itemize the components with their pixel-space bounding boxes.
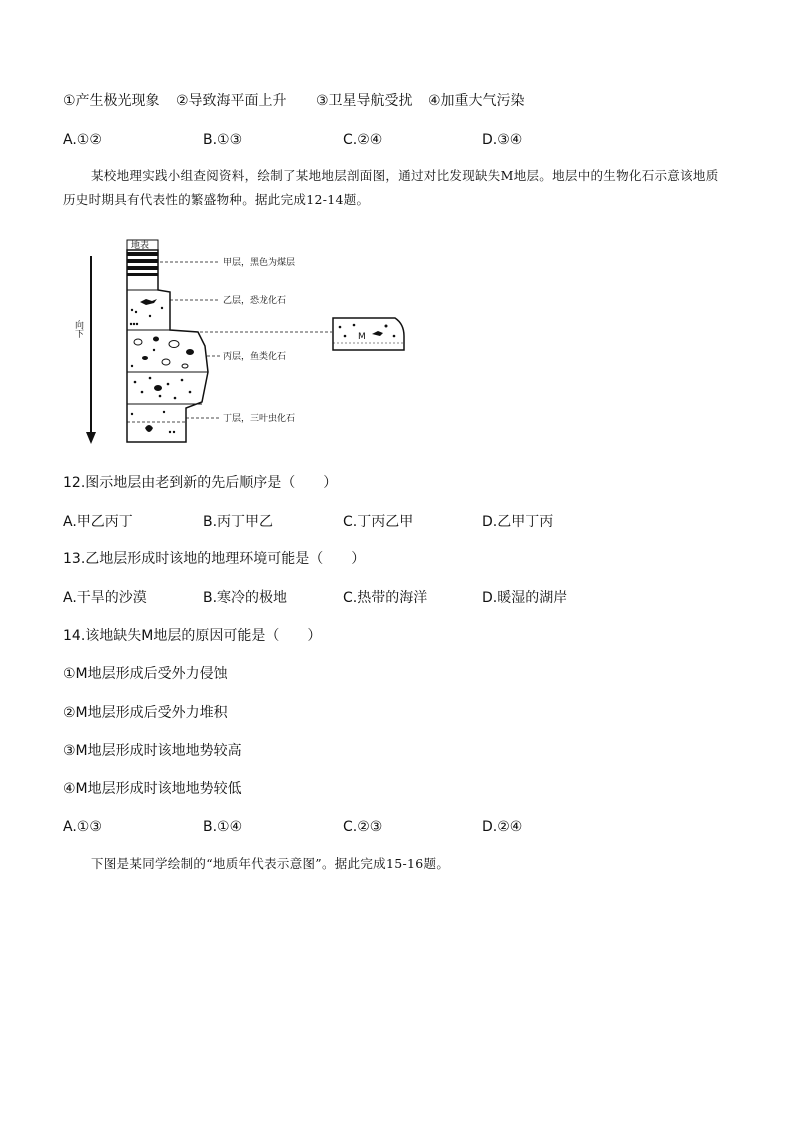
q12-choice-c[interactable]: C.丁丙乙甲 xyxy=(343,514,414,530)
down-arrow-head xyxy=(86,432,96,444)
q14-statement-4: ④M地层形成时该地地势较低 xyxy=(63,781,242,797)
q13-choice-b[interactable]: B.寒冷的极地 xyxy=(203,590,288,606)
layer-bing-label: 丙层，鱼类化石 xyxy=(223,352,287,362)
intro-paragraph-15-16: 下图是某同学绘制的“地质年代表示意图”。据此完成15-16题。 xyxy=(91,856,450,871)
q11-choice-a[interactable]: A.①② xyxy=(63,132,102,148)
layer-yi-label: 乙层，恐龙化石 xyxy=(223,296,287,306)
q14-stem: 14.该地缺失M地层的原因可能是（ ） xyxy=(63,628,322,644)
dinosaur-fossil-icon xyxy=(140,299,157,305)
q14-choice-b[interactable]: B.①④ xyxy=(203,819,243,835)
q14-choice-d[interactable]: D.②④ xyxy=(482,819,523,835)
coal-stripe xyxy=(127,252,158,256)
m-layer-label: M xyxy=(358,332,366,342)
q13-stem: 13.乙地层形成时该地的地理环境可能是（ ） xyxy=(63,551,366,567)
m-layer-box xyxy=(333,318,404,350)
q12-choice-a[interactable]: A.甲乙丙丁 xyxy=(63,514,133,530)
q13-choice-d[interactable]: D.暖湿的湖岸 xyxy=(482,590,568,606)
q11-choice-c[interactable]: C.②④ xyxy=(343,132,383,148)
q12-choice-d[interactable]: D.乙甲丁丙 xyxy=(482,514,554,530)
q14-statement-3: ③M地层形成时该地地势较高 xyxy=(63,743,242,759)
surface-label: 地表 xyxy=(131,241,150,251)
q11-statement-1: ①产生极光现象 xyxy=(63,93,160,109)
q11-statement-3: ③卫星导航受扰 xyxy=(316,93,413,109)
q14-choice-c[interactable]: C.②③ xyxy=(343,819,383,835)
q11-statement-2: ②导致海平面上升 xyxy=(176,93,287,109)
layer-jia-label: 甲层，黑色为煤层 xyxy=(223,258,296,268)
q14-choice-a[interactable]: A.①③ xyxy=(63,819,102,835)
strata-diagram xyxy=(70,232,430,452)
intro-paragraph-12-14: 某校地理实践小组查阅资料，绘制了某地地层剖面图，通过对比发现缺失M地层。地层中的生物化石示意该地质历史时期具有代表性的繁盛物种。据此完成12-14题。 xyxy=(63,168,719,207)
trilobite-fossil-icon xyxy=(145,425,153,432)
strata-column-outline xyxy=(127,250,208,442)
q12-choice-b[interactable]: B.丙丁甲乙 xyxy=(203,514,274,530)
q12-stem: 12.图示地层由老到新的先后顺序是（ ） xyxy=(63,475,338,491)
arrow-label-1: 向下 xyxy=(73,320,83,338)
q14-statement-2: ②M地层形成后受外力堆积 xyxy=(63,705,228,721)
layer-ding-label: 丁层，三叶虫化石 xyxy=(223,414,296,424)
q13-choice-a[interactable]: A.干旱的沙漠 xyxy=(63,590,147,606)
coal-stripe xyxy=(127,266,158,270)
q13-choice-c[interactable]: C.热带的海洋 xyxy=(343,590,428,606)
q11-choice-b[interactable]: B.①③ xyxy=(203,132,243,148)
coal-stripe xyxy=(127,259,158,263)
coal-stripe xyxy=(127,273,158,276)
q11-statement-4: ④加重大气污染 xyxy=(428,93,525,109)
q14-statement-1: ①M地层形成后受外力侵蚀 xyxy=(63,666,228,682)
q11-choice-d[interactable]: D.③④ xyxy=(482,132,523,148)
fossil-icon xyxy=(372,331,383,336)
